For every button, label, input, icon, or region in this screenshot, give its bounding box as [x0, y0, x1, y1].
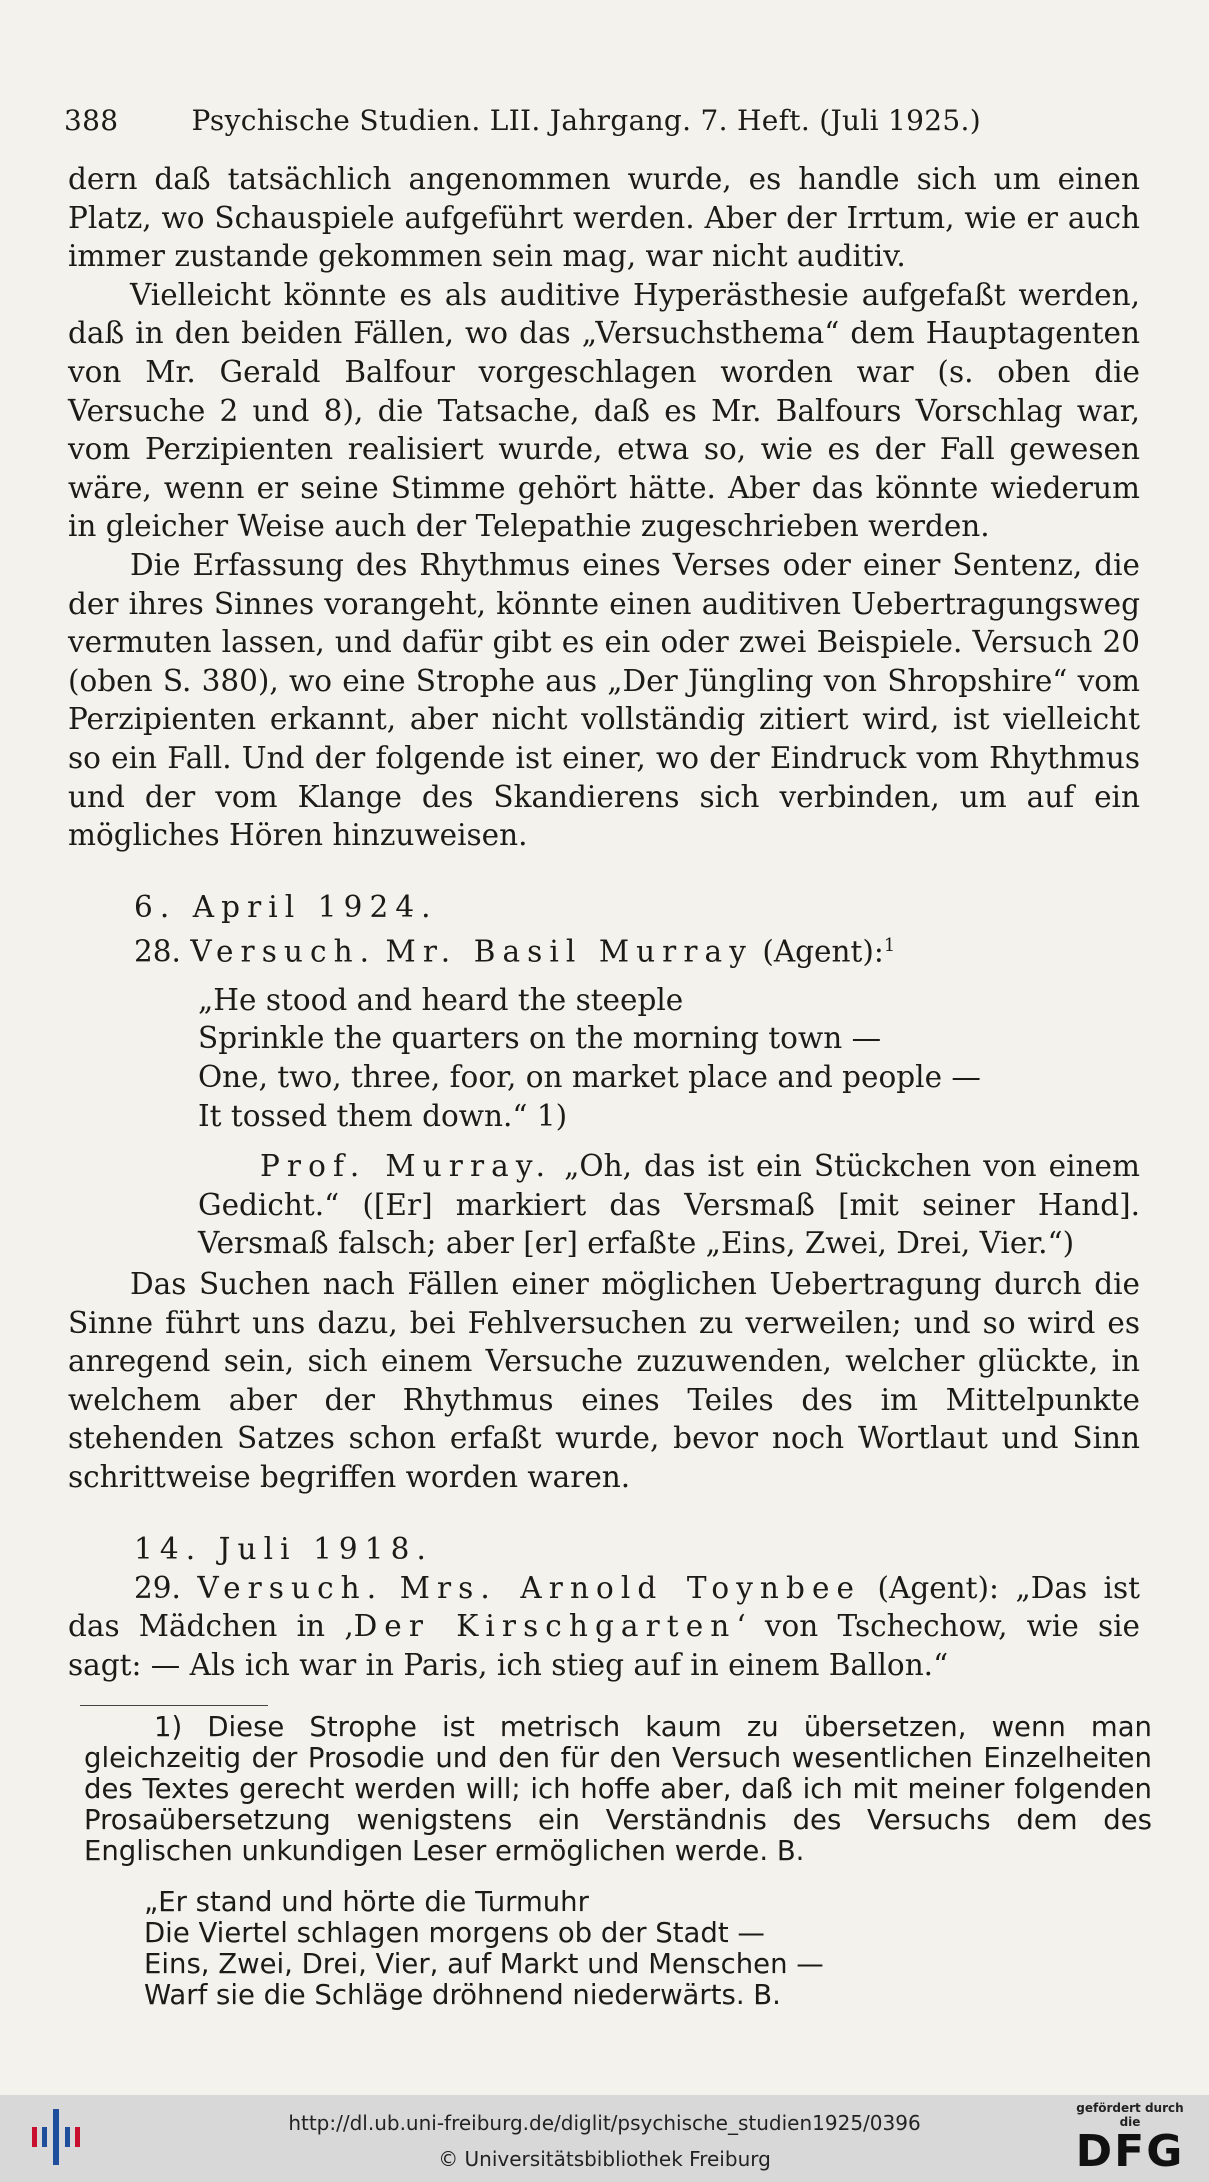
translation-line: Die Viertel schlagen morgens ob der Stadt — — [144, 1917, 765, 1949]
paragraph-1: dern daß tatsächlich angenommen wurde, es handle sich um einen Platz, wo Schauspiele aufgeführt werden. Aber der Irrtum, wie er auch immer zustande gekommen sein mag, war nicht auditiv. — [68, 162, 1140, 274]
page-header — [64, 104, 1059, 137]
entry-29-agent: Mrs. Arnold Toynbee — [399, 1570, 862, 1605]
poem-line: Sprinkle the quarters on the morning town — — [198, 1021, 882, 1056]
play-title: Der Kirschgarten — [353, 1609, 737, 1644]
running-title: Psychische Studien. LII. Jahrgang. 7. Heft. (Juli 1925.) — [191, 104, 981, 137]
document-url-link[interactable]: http://dl.ub.uni-freiburg.de/diglit/psychische_studien1925/0396 — [288, 2111, 921, 2135]
translation-line: Warf sie die Schläge dröhnend niederwärts. B. — [144, 1979, 781, 2011]
entry-29-date: 14. Juli 1918. — [134, 1532, 433, 1566]
footnote-text: 1) Diese Strophe ist metrisch kaum zu übersetzen, wenn man gleichzeitig der Prosodie und den für den Versuch wesentlichen Einzelheiten des Textes gerecht werden will; ich hoffe aber, daß ich mit meiner folgenden Prosaübersetzung wenigstens ein Verständnis des Versuchs dem des Englischen unkundigen Leser ermöglichen werde. B. — [84, 1711, 1152, 1867]
entry-28-label: Versuch. — [190, 934, 377, 969]
entry-28-heading: 28. Versuch. Mr. Basil Murray (Agent):$^1$ — [134, 934, 896, 969]
entry-28-agent: Mr. Basil Murray — [385, 934, 753, 969]
dfg-logo — [1065, 2101, 1195, 2175]
experiment-28 — [68, 888, 1140, 1497]
entry-29-text: 29. Versuch. Mrs. Arnold Toynbee (Agent): „Das ist das Mädchen in ‚Der Kirschgarten‘ von Tschechow, wie sie sagt: — Als ich war in Paris, ich stieg auf in einem Ballon.“ — [68, 1570, 1141, 1682]
paragraph-3: Die Erfassung des Rhythmus eines Verses oder einer Sentenz, die der ihres Sinnes vorangeht, könnte einen auditiven Uebertragungsweg vermuten lassen, und dafür gibt es ein oder zwei Beispiele. Versuch 20 (oben S. 380), wo eine Strophe aus „Der Jüngling von Shropshire“ vom Perzipienten erkannt, aber nicht vollständig zitiert wird, ist vielleicht so ein Fall. Und der folgende ist einer, wo der Eindruck vom Rhythmus und der vom Klange des Skandierens sich verbinden, um auf ein mögliches Hören hinzuweisen. — [68, 547, 1140, 853]
entry-28-date: 6. April 1924. — [134, 890, 438, 924]
experiment-29 — [68, 1530, 1140, 1684]
poem-line: It tossed them down.“ 1) — [198, 1098, 568, 1133]
poem-line: One, two, three, foor, on market place and people — — [198, 1059, 981, 1094]
poem-line: „He stood and heard the steeple — [198, 982, 684, 1017]
paragraph-4: Das Suchen nach Fällen einer möglichen Uebertragung durch die Sinne führt uns dazu, bei Fehlversuchen zu verweilen; und so wird es anregend sein, sich einem Versuche zuzuwenden, welcher glückte, in welchem aber der Rhythmus eines Teiles des im Mittelpunkte stehenden Satzes schon erfaßt wurde, bevor noch Wortlaut und Sinn schrittweise begriffen worden waren. — [68, 1266, 1140, 1494]
entry-29-label: Versuch. — [197, 1570, 384, 1605]
footnote-marker: 1 — [883, 935, 896, 956]
footnote-mark: 1) — [154, 1711, 183, 1743]
footnote-separator — [80, 1705, 268, 1706]
german-translation — [84, 1887, 1152, 2011]
page-number: 388 — [64, 104, 119, 137]
respondent-name: Prof. Murray. — [260, 1149, 553, 1184]
translation-line: Eins, Zwei, Drei, Vier, auf Markt und Menschen — — [144, 1948, 824, 1980]
paragraph-2: Vielleicht könnte es als auditive Hyperästhesie aufgefaßt werden, daß in den beiden Fällen, wo das „Versuchsthema“ dem Hauptagenten von Mr. Gerald Balfour vorgeschlagen worden war (s. oben die Versuche 2 und 8), die Tatsache, daß es Mr. Balfours Vorschlag war, vom Perzipienten realisiert wurde, etwa so, wie es der Fall gewesen wäre, wenn er seine Stimme gehört hätte. Aber das könnte wiederum in gleicher Weise auch der Telepathie zugeschrieben werden. — [68, 277, 1140, 544]
english-poem — [68, 981, 1140, 1135]
translation-line: „Er stand und hörte die Turmuhr — [144, 1886, 589, 1918]
library-footer — [0, 2095, 1209, 2182]
entry-28-response: Prof. Murray. „Oh, das ist ein Stückchen von einem Gedicht.“ ([Er] markiert das Versmaß [mit seiner Hand]. Versmaß falsch; aber [er] erfaßte „Eins, Zwei, Drei, Vier.“) — [198, 1149, 1140, 1261]
main-text — [68, 160, 1140, 855]
sponsor-caption: gefördert durch die — [1076, 2101, 1184, 2129]
copyright-notice: © Universitätsbibliothek Freiburg — [438, 2147, 771, 2171]
dfg-logo-text: DFG — [1075, 2126, 1185, 2177]
footnote — [84, 1712, 1152, 2011]
